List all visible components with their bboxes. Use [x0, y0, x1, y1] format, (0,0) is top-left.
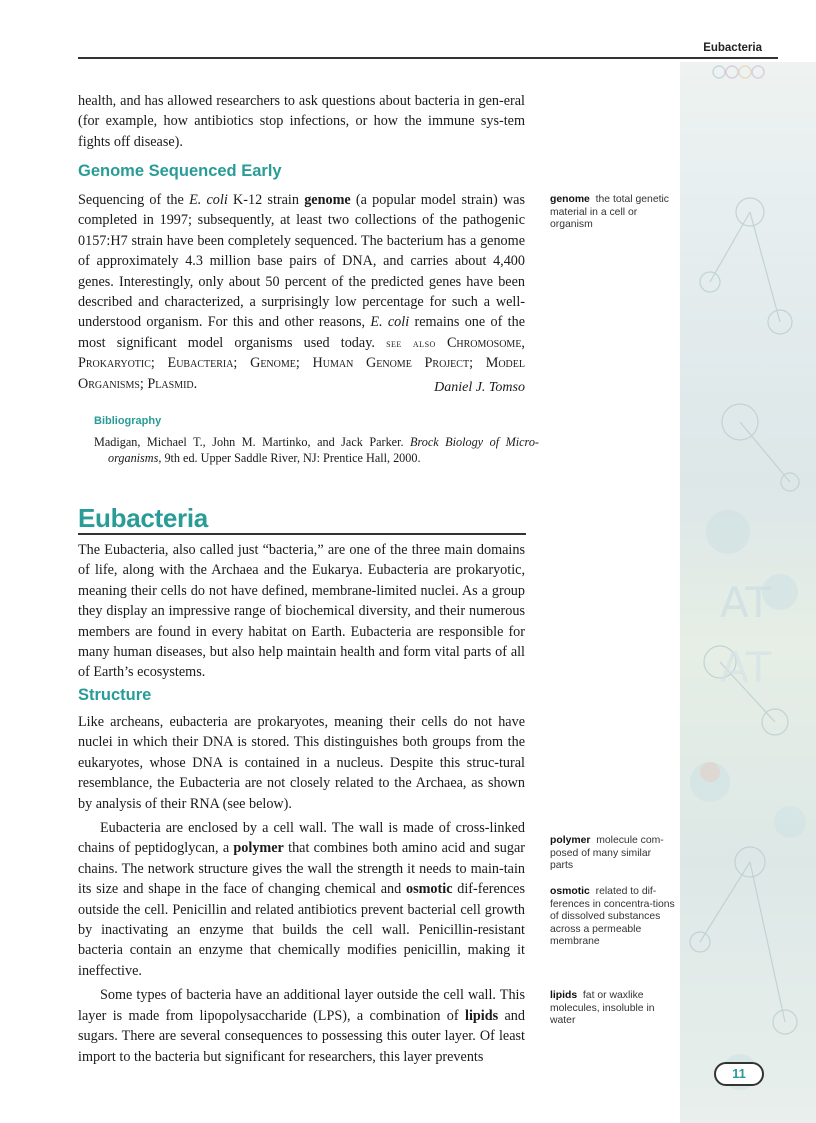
structure-p3-a: Some types of bacteria have an additional layer outside the cell wall. This layer is made from lipopolysaccharide (LPS), a combination of: [78, 987, 525, 1024]
term-genome: genome: [304, 192, 351, 208]
see-also-label: see also: [386, 335, 436, 350]
glossary-genome-def: the total genetic material in a cell or organism: [550, 194, 669, 231]
glossary-lipids-term: lipids: [550, 990, 578, 1001]
header-dots-icon: [712, 65, 772, 79]
structure-p2-c: dif-ferences outside the cell. Penicillin and related antibiotics prevent bacterial cell growth by inactivating an enzyme that builds the cell wall. Penicillin-resistant bacteria contain an enzyme that chemically modifies penicillin, making it ineffective.: [78, 881, 525, 979]
title-rule: [78, 533, 526, 535]
genome-block: [78, 190, 525, 394]
genome-text-c: (a popular model strain) was completed in 1997; subsequently, at least two collections of the pathogenic 0157:H7 strain have been completely sequenced. The bacterium has a genome of approximately 4.3 million base pairs of DNA, and carries about 4,400 genes. Interestingly, only about 50 percent of the predicted genes have been described and characterized, a surprisingly low percentage for such a well-understood organism. For this and other reasons,: [78, 192, 525, 331]
structure-p2-b: that combines both amino acid and sugar chains. The network structure gives the wall the strength it needs to main-tain its size and shape in the face of changing chemical and: [78, 840, 525, 898]
bib-title: Brock Biology of Micro-organisms,: [108, 435, 539, 465]
genome-text-b: K-12 strain: [227, 192, 305, 208]
intro-block: [78, 91, 525, 152]
bibliography-heading: Bibliography: [94, 415, 162, 427]
bib-rest: 9th ed. Upper Saddle River, NJ: Prentice Hall, 2000.: [161, 451, 421, 465]
svg-text:AT: AT: [720, 643, 772, 692]
structure-paragraph-2: [78, 818, 525, 981]
structure-p3-b: and sugars. There are several consequences to possessing this outer layer. Of least import to the bacteria but significant for researchers, this layer prevents: [78, 1007, 525, 1065]
svg-text:AT: AT: [720, 578, 772, 627]
eubacteria-intro-paragraph: The Eubacteria, also called just “bacteria,” are one of the three main domains of life, along with the Archaea and the Eukarya. Eubacteria are prokaryotic, meaning their cells do not have defined, membrane-limited nuclei. As a group they display an impressive range of biochemical diversity, and their numerous members are found in every habitat on Earth. Eubacteria are responsible for many human diseases, but also help maintain health and form vital parts of all of Earth’s ecosystems.: [78, 542, 525, 681]
glossary-polymer: [550, 835, 675, 873]
genome-text-a: Sequencing of the: [78, 192, 190, 208]
article-title: Eubacteria: [78, 503, 208, 533]
glossary-osmotic-term: osmotic: [550, 886, 590, 897]
glossary-lipids: [550, 990, 675, 1028]
page-number: 11: [714, 1062, 764, 1086]
running-header: Eubacteria: [703, 42, 762, 54]
intro-paragraph: health, and has allowed researchers to ask questions about bacteria in gen-eral (for example, how antibiotics stop infections, or how the immune sys-tem fights off disease).: [78, 93, 525, 150]
term-polymer: polymer: [233, 840, 284, 857]
molecule-pattern-icon: [680, 62, 816, 1123]
term-osmotic: osmotic: [406, 881, 453, 898]
structure-heading: Structure: [78, 686, 152, 704]
header-rule: [78, 57, 778, 59]
glossary-osmotic-def: related to dif-ferences in concentra-tions of dissolved substances across a permeable membrane: [550, 886, 675, 948]
ecoli-italic-2: E. coli: [370, 314, 410, 331]
glossary-genome-term: genome: [550, 194, 590, 205]
decorative-side-strip: [680, 62, 816, 1123]
structure-paragraph-1: Like archeans, eubacteria are prokaryotes, meaning their cells do not have nuclei in which their DNA is stored. This distinguishes both groups from the eukaryotes, whose DNA is contained in a nucleus. Despite this struc-tural resemblance, the Eubacteria are not closely related to the Archaea, as shown by analysis of their RNA (see below).: [78, 714, 525, 812]
glossary-polymer-term: polymer: [550, 835, 591, 846]
ecoli-italic: E. coli: [189, 192, 228, 208]
glossary-polymer-def: molecule com-posed of many similar parts: [550, 835, 664, 872]
genome-text-d: remains one of the most significant model organisms used today.: [78, 314, 525, 351]
glossary-osmotic: [550, 886, 675, 949]
genome-heading: Genome Sequenced Early: [78, 162, 282, 180]
glossary-genome: [550, 194, 675, 232]
structure-paragraph-3: [78, 985, 525, 1067]
structure-block: [78, 712, 525, 1067]
term-lipids: lipids: [465, 1007, 499, 1024]
structure-p2-a: Eubacteria are enclosed by a cell wall. The wall is made of cross-linked chains of peptidoglycan, a: [78, 820, 525, 857]
glossary-lipids-def: fat or waxlike molecules, insoluble in water: [550, 990, 655, 1027]
bib-authors: Madigan, Michael T., John M. Martinko, and Jack Parker.: [94, 435, 411, 449]
bibliography-entry: [94, 434, 539, 466]
eubacteria-intro-block: [78, 540, 525, 683]
genome-paragraph: [78, 190, 525, 394]
see-also-list: Chromosome, Prokaryotic; Eubacteria; Genome; Human Genome Project; Model Organisms; Plasmid.: [78, 334, 525, 392]
author-signature: Daniel J. Tomso: [434, 380, 525, 395]
